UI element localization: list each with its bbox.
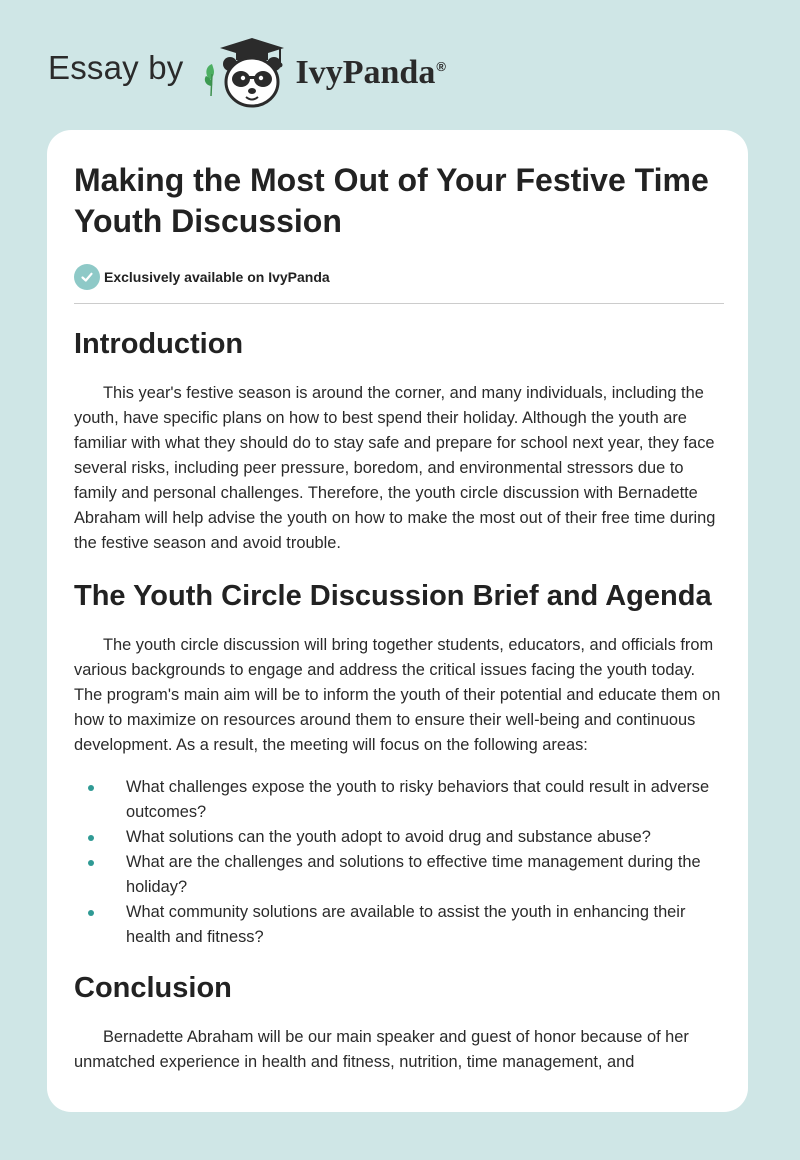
bullet-icon (88, 910, 94, 916)
bullet-icon (88, 785, 94, 791)
brand-name[interactable] (296, 54, 446, 92)
exclusive-label: Exclusively available on IvyPanda (104, 269, 330, 285)
list-item (74, 900, 724, 950)
ivypanda-logo-icon[interactable] (200, 34, 292, 110)
list-item-text: What solutions can the youth adopt to avoid drug and substance abuse? (126, 828, 651, 846)
essay-by-label: Essay by (48, 49, 184, 86)
section-heading-agenda: The Youth Circle Discussion Brief and Agenda (74, 580, 712, 612)
essay-card (47, 130, 748, 1112)
essay-content (74, 160, 724, 1075)
list-item (74, 825, 724, 850)
site-header (48, 34, 446, 110)
list-item-text: What community solutions are available to assist the youth in enhancing their health and fitness? (126, 903, 686, 946)
introduction-paragraph: This year's festive season is around the corner, and many individuals, including the youth, have specific plans on how to best spend their holiday. Although the youth are familiar with what they should do to stay safe and prepare for school next year, they face several risks, including peer pressure, boredom, and environmental stressors due to family and personal challenges. Therefore, the youth circle discussion with Bernadette Abraham will help advise the youth on how to make the most out of their free time during the festive season and avoid trouble. (74, 384, 716, 552)
exclusive-badge (74, 264, 724, 290)
list-item-text: What challenges expose the youth to risky behaviors that could result in adverse outcomes? (126, 778, 710, 821)
list-item (74, 850, 724, 900)
agenda-list (74, 775, 724, 950)
list-item-text: What are the challenges and solutions to effective time management during the holiday? (126, 853, 701, 896)
brand-name-text: IvyPanda (295, 54, 436, 91)
conclusion-paragraph: Bernadette Abraham will be our main speaker and guest of honor because of her unmatched experience in health and fitness, nutrition, time management, and (74, 1028, 689, 1071)
essay-title: Making the Most Out of Your Festive Time Youth Discussion (74, 162, 709, 239)
bullet-icon (88, 860, 94, 866)
registered-mark: ® (436, 58, 446, 74)
list-item (74, 775, 724, 825)
title-divider (74, 303, 724, 304)
checkmark-icon (74, 264, 100, 290)
section-heading-introduction: Introduction (74, 328, 244, 360)
agenda-paragraph: The youth circle discussion will bring together students, educators, and officials from various backgrounds to engage and address the critical issues facing the youth today. The program's main aim will be to inform the youth of their potential and educate them on how to maximize on resources around them to ensure their well-being and continuous development. As a result, the meeting will focus on the following areas: (74, 636, 721, 754)
section-heading-conclusion: Conclusion (74, 972, 232, 1004)
bullet-icon (88, 835, 94, 841)
